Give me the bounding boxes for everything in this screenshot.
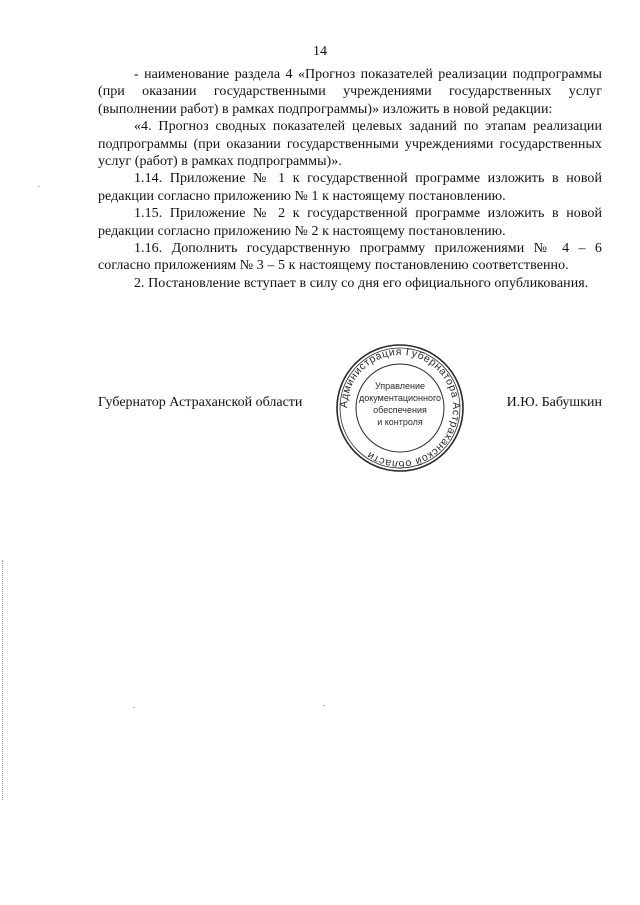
scan-speck (133, 707, 135, 708)
scan-speck (323, 705, 325, 706)
paragraph-item-2: 2. Постановление вступает в силу со дня его официального опубликования. (134, 275, 589, 291)
paragraph-item-1-14: 1.14. Приложение № 1 к государственной программе изложить в новой редакции согласно приложению № 1 к настоящему постановлению. (98, 171, 602, 204)
paragraph-section-4-name: - наименование раздела 4 «Прогноз показателей реализации подпрограммы (при оказании государственными учреждениями государственных услуг (выполнении работ) в рамках подпрограммы)» изложить в новой редакции: (98, 67, 602, 117)
signatory-name: И.Ю. Бабушкин (506, 395, 602, 410)
seal-inner-line-4: и контроля (377, 417, 423, 427)
official-seal-stamp (335, 343, 465, 473)
seal-inner-line-1: Управление (374, 381, 426, 391)
seal-graphic (335, 343, 465, 473)
paragraph-new-section-4-title: «4. Прогноз сводных показателей целевых заданий по этапам реализации подпрограммы (при оказании государственными учреждениями государственных услуг (работ) в рамках подпрограммы)». (98, 119, 602, 170)
scan-speck (38, 186, 40, 187)
scan-edge-marks (2, 560, 6, 800)
signatory-position: Губернатор Астраханской области (98, 395, 303, 410)
seal-inner-line-3: обеспечения (373, 405, 427, 415)
paragraph-item-1-15: 1.15. Приложение № 2 к государственной программе изложить в новой редакции согласно приложению № 2 к настоящему постановлению. (98, 206, 602, 239)
paragraph-item-1-16: 1.16. Дополнить государственную программу приложениями № 4 – 6 согласно приложениям № 3 – 5 к настоящему постановлению соответственно. (98, 241, 602, 274)
seal-inner-line-2: документационного (358, 393, 442, 403)
seal-outer-text: Администрация Губернатора Астраханской области (337, 345, 463, 471)
document-body (98, 66, 602, 292)
page-number: 14 (313, 44, 327, 59)
